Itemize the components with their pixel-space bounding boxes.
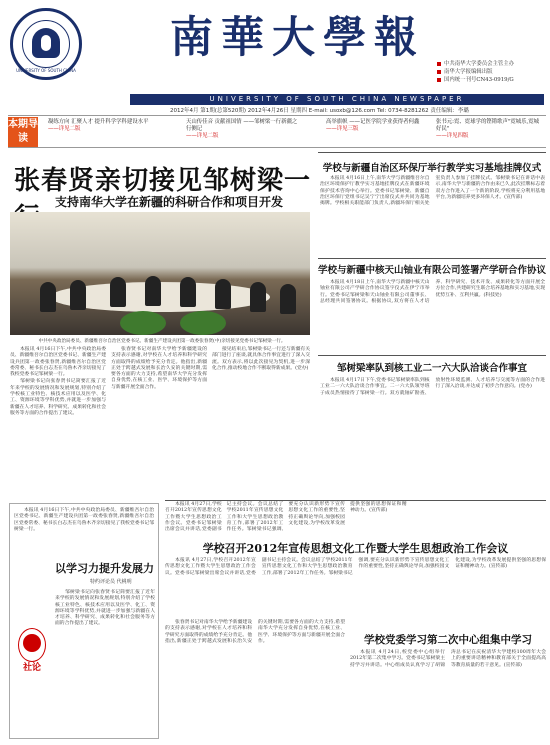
story-text: 本报讯 4月18日上午,南华大学与新疆中核天山铀业有限公司产学研合作协议签字仪式在伊宁市举行。党委书记邹树梁和天山铀业有限公司董事长、总经理共同签署协议。根据协议,双方将在人才培养、科学研究、技术开发、成果转化等方面开展全方位合作,共建研究生联合培养基地和实习基地,实现优势互补、互利共赢。(科技处) [320, 280, 545, 304]
editorial-body [55, 590, 155, 735]
issue-line: 2012年4月 第1期(总第520期) 2012年4月26日 星期四 E-mail: usoxb@126.com Tel: 0734-8281262 责任编辑：李璐 [170, 108, 469, 114]
english-subtitle: UNIVERSITY OF SOUTH CHINA NEWSPAPER [130, 94, 544, 105]
newspaper-title: 南華大學報 [170, 13, 425, 63]
editorial-label: 社论 [22, 663, 41, 673]
lead-subheadline: 支持南华大学在新疆的科研合作和项目开发 [55, 195, 284, 209]
lead-body-col1 [10, 347, 106, 497]
info-line: 南华大学报编辑出版 [437, 68, 549, 76]
guide-item[interactable] [186, 119, 301, 140]
editorial-title: 以学习力提升发展力 [55, 562, 154, 575]
guide-item-page: ——详见三版 [326, 126, 359, 132]
divider [318, 355, 546, 356]
lead-paragraph: 本报讯 4月16日下午,中共中央政治局委员、新疆维吾尔自治区党委书记、新疆生产建设兵团第一政委张春贤,新疆维吾尔自治区党委常委、秘书长白志杰在乌鲁木齐亲切接见了我校党委书记邹树梁一行。 [10, 347, 106, 378]
guide-tag: 本期导读 [8, 117, 38, 147]
photo-caption: 中共中央政治局委员、新疆维吾尔自治区党委书记、新疆生产建设兵团第一政委张春贤(中)亲切接见党委书记邹树梁一行。 [38, 339, 286, 344]
meeting-photo [10, 212, 310, 335]
guide-item-page: ——详见二版 [48, 126, 81, 132]
divider [318, 152, 546, 153]
lead-headline: 张春贤亲切接见邹树梁一 [14, 166, 312, 196]
lower-body [350, 650, 546, 738]
editorial-author: 特约评论员 代桃明 [90, 579, 132, 585]
story-text: 邹树梁书记向张春贤书记简要汇报了近年来学校的发展情况和发展规划,特别介绍了学校核工业特色、核技术应用以及医学、化工、资源环境等学科优势,并就进一步加强与新疆在人才培养、科学研究、成果转化和社会服务等方面的合作提出了建议。 [55, 590, 155, 627]
guide-item[interactable] [436, 119, 544, 140]
middle-top-body [165, 502, 407, 538]
guide-item-text: 张书元:霓、霓球学的铿锵歌声"霓城乐,霓城好民" [436, 119, 540, 132]
lead-body-col3 [212, 347, 310, 497]
story-text: 本报讯 4月27日,学校召开2012年宣传思想文化工作暨大学生思想政治工作会议。党委书记邹树梁出席会议并讲话,党委副书记主持会议。会议总结了学校2011年宣传思想文化工作和大学生思想政治教育工作,部署了2012年工作任务。邹树梁书记强调,要充分认识新形势下宣传思想文化工作的重要性,坚持正确舆论导向,加强校园文化建设,为学校改革发展提供坚强的思想保证和精神动力。(宣传部) [165, 502, 407, 533]
story-headline: 学校与新疆自治区环保厅举行教学实习基地挂牌仪式 [322, 163, 542, 174]
guide-item-page: ——详见二版 [186, 133, 219, 139]
logo-text: UNIVERSITY OF SOUTH CHINA [16, 68, 76, 73]
story-text: 本报讯 4月27日,学校召开2012年宣传思想文化工作暨大学生思想政治工作会议。党委书记邹树梁出席会议并讲话,党委副书记主持会议。会议总结了学校2011年宣传思想文化工作和大学生思想政治教育工作,部署了2012年工作任务。邹树梁书记强调,要充分认识新形势下宣传思想文化工作的重要性,坚持正确舆论导向,加强校园文化建设,为学校改革发展提供坚强的思想保证和精神动力。(宣传部) [165, 558, 546, 576]
guide-item-page: ——详见四版 [436, 133, 469, 139]
story-text: 本报讯 4月16日上午,南华大学与新疆维吾尔自治区环境保护厅教学实习基地挂牌仪式在新疆环境保护技术咨询中心举行。党委书记邹树梁、新疆自治区环保厅党组书记吴宁宁出席仪式并共同为基地揭牌。学校相关职能部门负责人,新疆环保厅相关处室负责人参加了挂牌仪式。邹树梁书记在讲话中表示,南华大学与新疆的合作由来已久,此次挂牌标志着双方合作进入了一个新的阶段,学校将充分利用基地平台,为新疆培养更多环保人才。(宣传部) [320, 176, 545, 207]
story-text: 本报讯 4月17日下午,党委书记邹树梁率队到核工业二一六大队洽谈合作事宜。二一六大队领导班子成员热情接待了邹树梁一行。双方就铀矿勘查、放射性环境监测、人才培养与交流等方面的合作进行了深入洽谈,并达成了初步合作意向。(党办) [320, 378, 545, 396]
university-logo [10, 8, 82, 80]
editorial-intro [14, 508, 154, 556]
middle-body [165, 558, 546, 616]
story-text: 本报讯 4月16日下午,中共中央政治局委员、新疆维吾尔自治区党委书记、新疆生产建设兵团第一政委张春贤,新疆维吾尔自治区党委常委、秘书长白志杰在乌鲁木齐亲切接见了我校党委书记邹树梁一行。 [14, 508, 154, 532]
divider [165, 500, 546, 501]
info-line: 国内统一刊号CN43-0919/G [437, 76, 549, 84]
lead-body-col2 [111, 347, 207, 497]
lead-paragraph: 张春贤书记对南华大学给予新疆建设的支持表示感谢,对学校在人才培养和科学研究方面取得的成绩给予充分肯定。他指出,新疆正处于跨越式发展和长治久安的关键时期,需要各方面的大力支持,希望南华大学充分发挥自身优势,在核工业、医学、环境保护等方面与新疆开展全面合作。 [111, 347, 207, 390]
lower-headline: 学校党委学习第二次中心组集中学习 [364, 634, 532, 646]
story-headline: 学校与新疆中核天山铀业有限公司签署产学研合作协议 [318, 265, 547, 276]
middle-headline: 学校召开2012年宣传思想文化工作暨大学生思想政治工作会议 [202, 542, 509, 555]
guide-item[interactable] [48, 119, 153, 133]
masthead [0, 0, 550, 118]
guide-bar [8, 115, 546, 148]
guide-item[interactable] [326, 119, 426, 133]
lead-paragraph: 邹树梁书记向张春贤书记简要汇报了近年来学校的发展情况和发展规划,特别介绍了学校核工业特色、核技术应用以及医学、化工、资源环境等学科优势,并就进一步加强与新疆在人才培养、科学研究、成果转化和社会服务等方面的合作提出了建议。 [10, 379, 106, 416]
guide-item-text: 高举旗帜 ——记医学院学业获得者何鑫 [326, 119, 420, 125]
story-body [320, 280, 545, 352]
story-body [320, 378, 545, 496]
lead-paragraph: 接见结束后,邹树梁书记一行还与新疆有关部门进行了座谈,就具体合作事宜进行了深入交流。双方表示,将以此次接见为契机,进一步深化合作,推动校地合作不断取得新成果。(党办) [212, 347, 310, 371]
publisher-info [437, 60, 549, 84]
story-headline: 邹树梁率队到核工业二一六大队洽谈合作事宜 [336, 363, 527, 374]
editorial-emblem [18, 628, 46, 662]
divider [318, 258, 546, 259]
story-text: 本报讯 4月24日,校党委中心组举行2012年第二次集中学习。党委书记邹树梁主持学习并讲话。中心组成员认真学习了胡锦涛总书记在庆祝清华大学建校100周年大会上的重要讲话精神和教育部关于全面提高高等教育质量的若干意见。(宣传部) [350, 650, 546, 668]
guide-item-text: 天山传佳音 贡献祖国情 ——邹树梁一行新疆之行侧记 [186, 119, 298, 132]
story-text: 张春贤书记对南华大学给予新疆建设的支持表示感谢,对学校在人才培养和科学研究方面取得的成绩给予充分肯定。他指出,新疆正处于跨越式发展和长治久安的关键时期,需要各方面的大力支持,希望南华大学充分发挥自身优势,在核工业、医学、环境保护等方面与新疆开展全面合作。 [165, 620, 345, 644]
lower-body-left [165, 620, 345, 738]
info-line: 中共南华大学委员会主管主办 [437, 60, 549, 68]
guide-item-text: 凝练方向 汇聚人才 提升科学学科建设水平 [48, 119, 149, 125]
story-body [320, 176, 545, 256]
